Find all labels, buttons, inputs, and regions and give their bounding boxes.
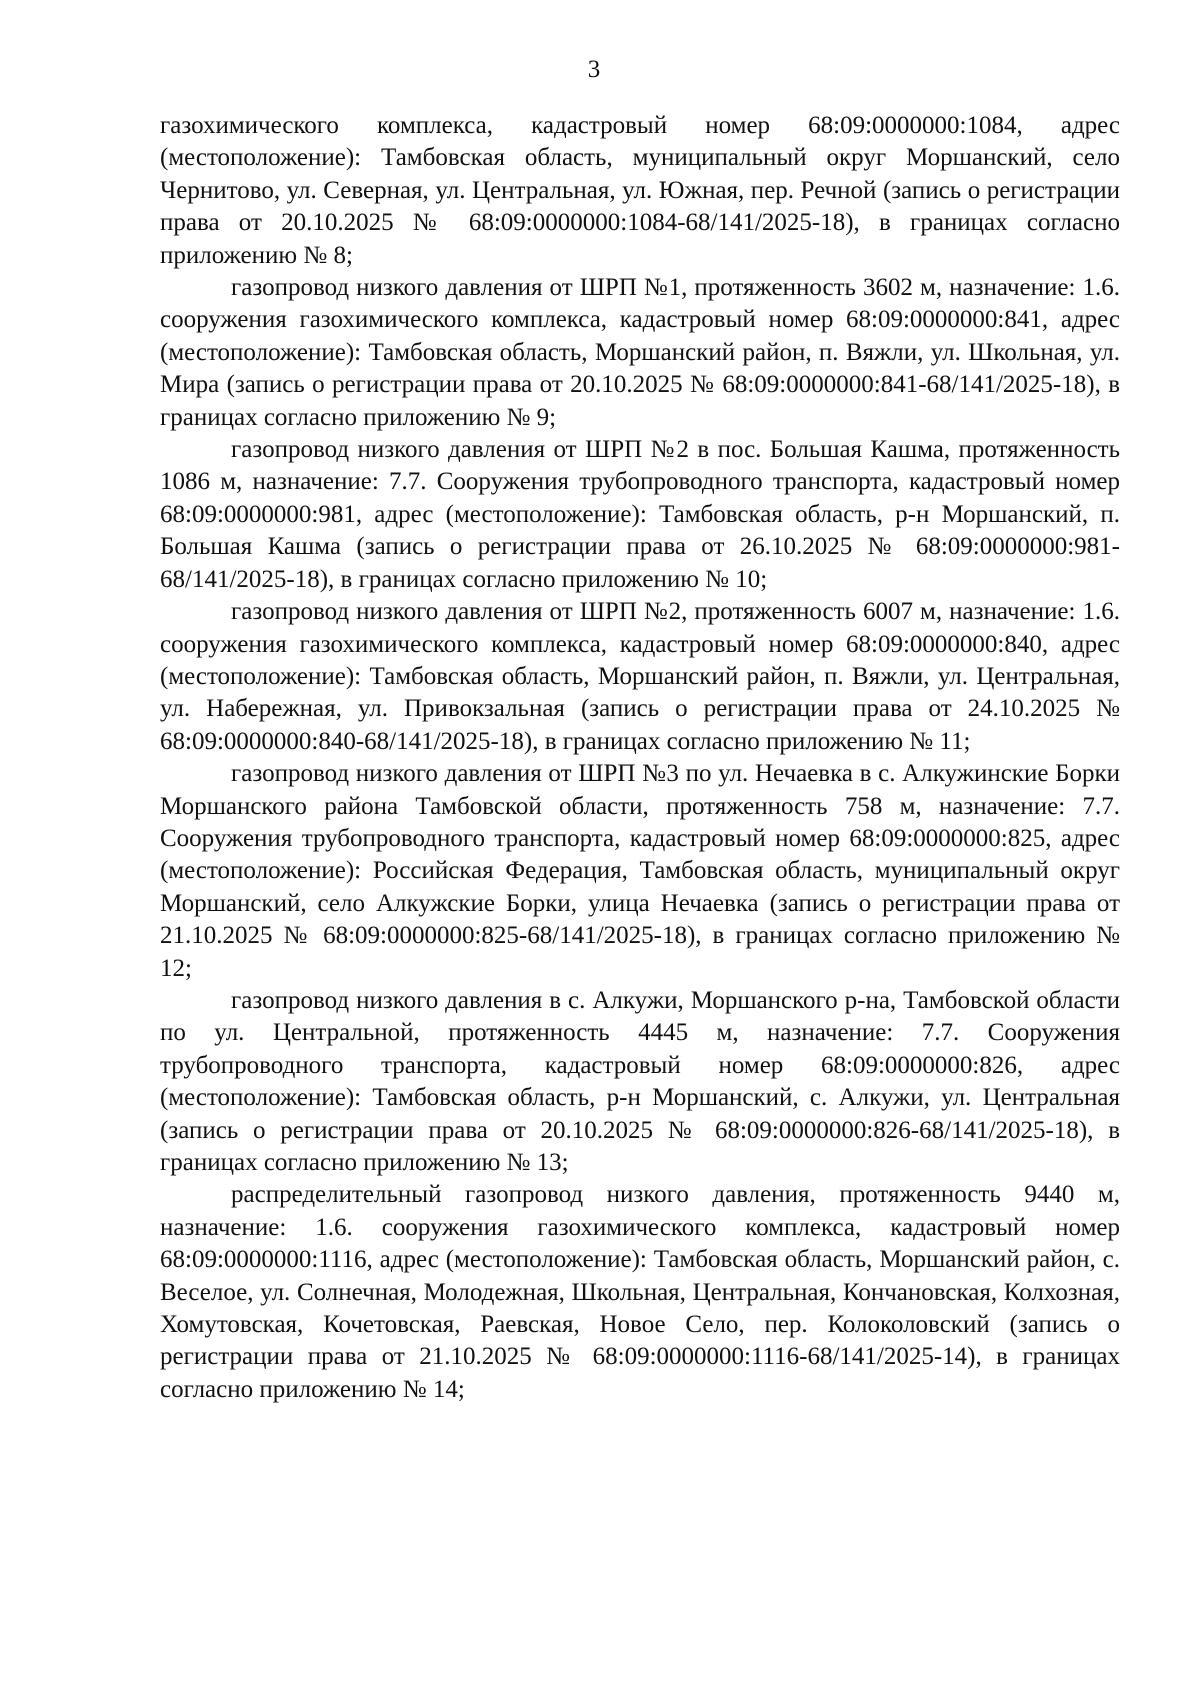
paragraph-distribution-gas-pipeline-veseloe: распределительный газопровод низкого давления, протяженность 9440 м, назначение: 1.6. сооружения газохимического комплекса, кадастровый номер 68:09:0000000:1116, адрес (местоположение): Тамбовская область, Моршанский район, с. Веселое, ул. Солнечная, Молодежная, Школьная, Центральная, Кончановская, Колхозная, Хомутовская, Кочетовская, Раевская, Новое Село, пер. Колоколовский (запись о регистрации права от 21.10.2025 № 68:09:0000000:1116-68/141/2025-14), в границах согласно приложению № 14; xyxy=(160,1181,1120,1403)
page-number: 3 xyxy=(587,56,601,83)
paragraph-gas-pipeline-shrp2-vyazhli: газопровод низкого давления от ШРП №2, протяженность 6007 м, назначение: 1.6. сооружения газохимического комплекса, кадастровый номер 68:09:0000000:840, адрес (местоположение): Тамбовская область, Моршанский район, п. Вяжли, ул. Центральная, ул. Набережная, ул. Привокзальная (запись о регистрации права от 24.10.2025 № 68:09:0000000:840-68/141/2025-18), в границах согласно приложению № 11; xyxy=(160,598,1120,755)
paragraph-gas-pipeline-shrp2-bolshaya-kashma: газопровод низкого давления от ШРП №2 в пос. Большая Кашма, протяженность 1086 м, назначение: 7.7. Сооружения трубопроводного транспорта, кадастровый номер 68:09:0000000:981, адрес (местоположение): Тамбовская область, р-н Моршанский, п. Большая Кашма (запись о регистрации права от 26.10.2025 № 68:09:0000000:981-68/141/2025-18), в границах согласно приложению № 10; xyxy=(160,436,1120,593)
paragraph-gas-pipeline-chernitovo: газохимического комплекса, кадастровый номер 68:09:0000000:1084, адрес (местоположение): Тамбовская область, муниципальный округ Моршанский, село Чернитово, ул. Северная, ул. Центральная, ул. Южная, пер. Речной (запись о регистрации права от 20.10.2025 № 68:09:0000000:1084-68/141/2025-18), в границах согласно приложению № 8; xyxy=(160,112,1120,269)
paragraph-gas-pipeline-shrp3-alkuzhinskie-borki: газопровод низкого давления от ШРП №3 по ул. Нечаевка в с. Алкужинские Борки Моршанского района Тамбовской области, протяженность 758 м, назначение: 7.7. Сооружения трубопроводного транспорта, кадастровый номер 68:09:0000000:825, адрес (местоположение): Российская Федерация, Тамбовская область, муниципальный округ Моршанский, село Алкужские Борки, улица Нечаевка (запись о регистрации права от 21.10.2025 № 68:09:0000000:825-68/141/2025-18), в границах согласно приложению № 12; xyxy=(160,760,1120,982)
paragraph-gas-pipeline-alkuzhi: газопровод низкого давления в с. Алкужи, Моршанского р-на, Тамбовской области по ул. Центральной, протяженность 4445 м, назначение: 7.7. Сооружения трубопроводного транспорта, кадастровый номер 68:09:0000000:826, адрес (местоположение): Тамбовская область, р-н Моршанский, с. Алкужи, ул. Центральная (запись о регистрации права от 20.10.2025 № 68:09:0000000:826-68/141/2025-18), в границах согласно приложению № 13; xyxy=(160,986,1120,1176)
document-body xyxy=(160,110,1120,1406)
paragraph-gas-pipeline-shrp1-vyazhli: газопровод низкого давления от ШРП №1, протяженность 3602 м, назначение: 1.6. сооружения газохимического комплекса, кадастровый номер 68:09:0000000:841, адрес (местоположение): Тамбовская область, Моршанский район, п. Вяжли, ул. Школьная, ул. Мира (запись о регистрации права от 20.10.2025 № 68:09:0000000:841-68/141/2025-18), в границах согласно приложению № 9; xyxy=(160,274,1120,431)
